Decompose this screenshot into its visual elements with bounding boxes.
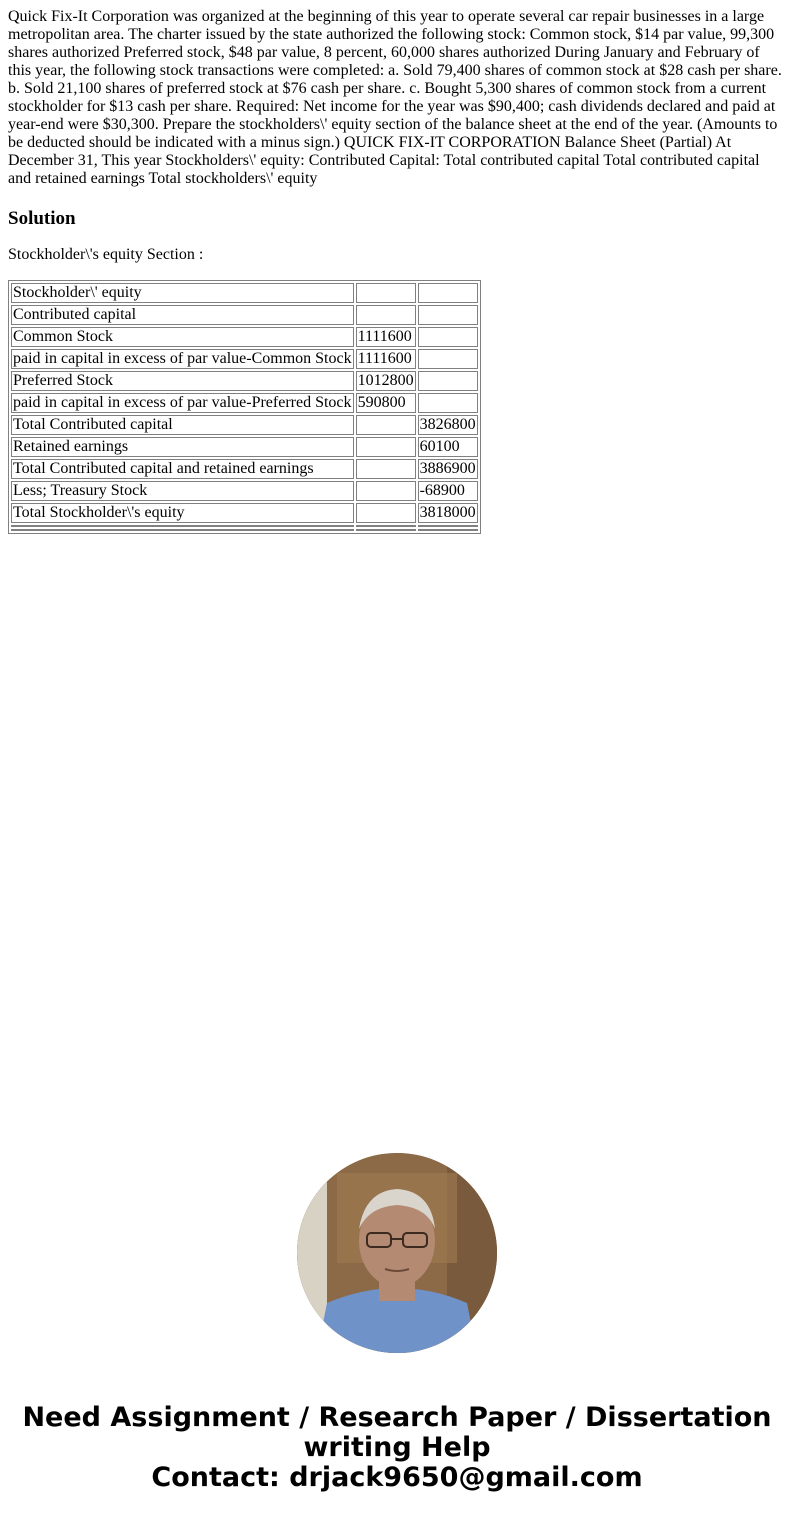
table-row-empty — [11, 529, 478, 531]
equity-table-body — [11, 283, 478, 531]
row-label: Contributed capital — [11, 305, 354, 325]
row-total — [418, 283, 478, 303]
table-row — [11, 481, 478, 501]
empty-cell — [418, 525, 478, 527]
empty-cell — [11, 525, 354, 527]
row-total — [418, 305, 478, 325]
table-row — [11, 327, 478, 347]
row-total: -68900 — [418, 481, 478, 501]
question-text: Quick Fix-It Corporation was organized at the beginning of this year to operate several car repair businesses in a large metropolitan area. The charter issued by the state authorized the following stock: Common stock, $14 par value, 99,300 shares authorized Preferred stock, $48 par value, 8 percent, 60,000 shares authorized During January and February of this year, the following stock transactions were completed: a. Sold 79,400 shares of common stock at $28 cash per share. b. Sold 21,100 shares of preferred stock at $76 cash per share. c. Bought 5,300 shares of common stock from a current stockholder for $13 cash per share. Required: Net income for the year was $90,400; cash dividends declared and paid at year-end were $30,300. Prepare the stockholders\' equity section of the balance sheet at the end of the year. (Amounts to be deducted should be indicated with a minus sign.) QUICK FIX-IT CORPORATION Balance Sheet (Partial) At December 31, This year Stockholders\' equity: Contributed Capital: Total contributed capital Total contributed capital and retained earnings Total stockholders\' equity — [8, 8, 782, 187]
row-total — [418, 327, 478, 347]
solution-intro: Stockholder\'s equity Section : — [8, 246, 204, 263]
row-amount — [356, 283, 416, 303]
row-amount — [356, 459, 416, 479]
row-total: 3886900 — [419, 460, 476, 477]
footer-contact — [0, 1403, 794, 1493]
table-row — [11, 305, 478, 325]
row-label: paid in capital in excess of par value-Common Stock — [13, 350, 352, 367]
solution-heading: Solution — [8, 208, 76, 229]
table-row — [11, 349, 478, 369]
stockholders-equity-table — [8, 280, 481, 534]
author-avatar — [297, 1153, 497, 1353]
table-row — [11, 371, 478, 391]
footer-line-2: writing Help — [303, 1432, 491, 1463]
row-amount: 1012800 — [357, 372, 414, 389]
empty-cell — [418, 529, 478, 531]
row-amount: 1111600 — [356, 349, 416, 369]
table-row — [11, 415, 478, 435]
row-amount — [356, 305, 416, 325]
author-portrait-image — [297, 1153, 497, 1353]
row-total: 60100 — [418, 437, 478, 457]
table-row — [11, 393, 478, 413]
row-total — [418, 349, 478, 369]
row-total — [418, 371, 478, 391]
row-amount — [356, 437, 416, 457]
row-label: paid in capital in excess of par value-Preferred Stock — [11, 393, 354, 413]
table-row — [11, 459, 478, 479]
empty-cell — [356, 525, 416, 527]
footer-line-1: Need Assignment / Research Paper / Dissertation — [22, 1402, 772, 1433]
row-label: Total Stockholder\'s equity — [11, 503, 354, 523]
row-total: 3818000 — [419, 504, 476, 521]
row-label: Less; Treasury Stock — [11, 481, 354, 501]
document-body — [8, 8, 786, 534]
row-total: 3826800 — [419, 416, 476, 433]
row-label: Total Contributed capital and retained earnings — [11, 459, 354, 479]
row-label: Total Contributed capital — [11, 415, 354, 435]
empty-cell — [356, 529, 416, 531]
row-amount: 590800 — [356, 393, 416, 413]
table-row — [11, 503, 478, 523]
row-amount — [356, 503, 416, 523]
table-row — [11, 437, 478, 457]
row-total — [418, 393, 478, 413]
row-label: Preferred Stock — [11, 371, 354, 391]
table-row — [11, 283, 478, 303]
footer-contact-email: Contact: drjack9650@gmail.com — [151, 1462, 643, 1493]
empty-cell — [11, 529, 354, 531]
table-row-empty — [11, 525, 478, 527]
row-amount: 1111600 — [356, 327, 416, 347]
row-label: Stockholder\' equity — [11, 283, 354, 303]
row-label: Common Stock — [11, 327, 354, 347]
row-label: Retained earnings — [11, 437, 354, 457]
row-amount — [356, 415, 416, 435]
row-amount — [356, 481, 416, 501]
